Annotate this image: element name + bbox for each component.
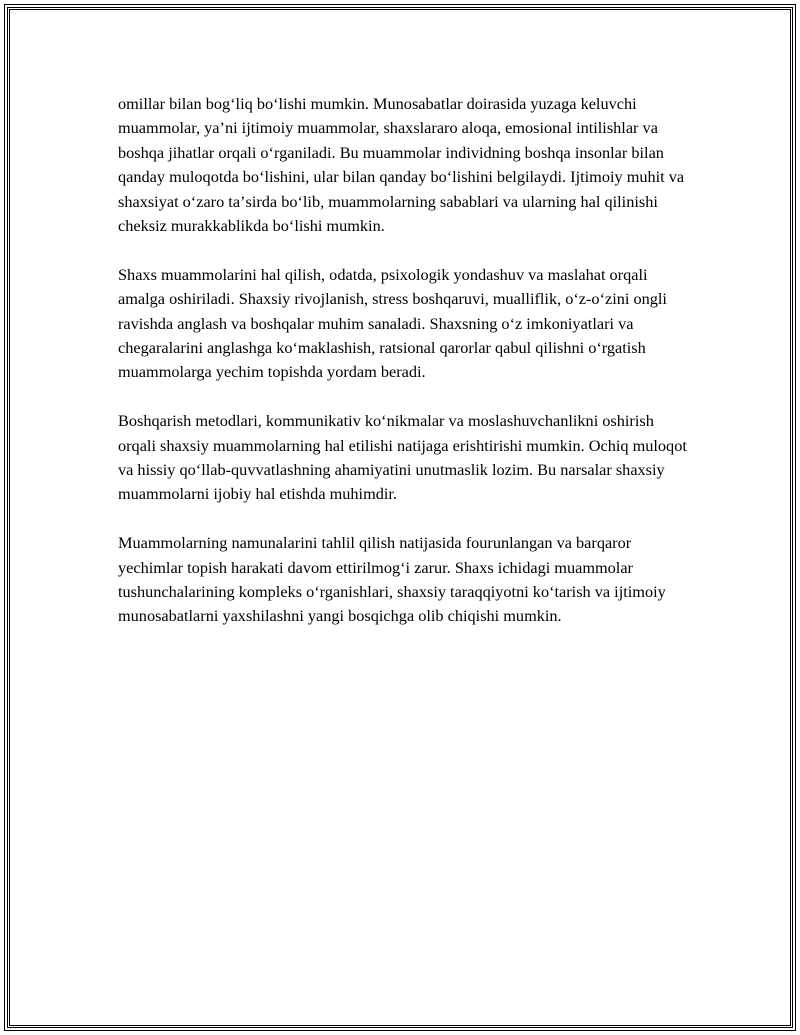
document-body (118, 92, 688, 653)
paragraph-3: Boshqarish metodlari, kommunikativ koʻnikmalar va moslashuvchanlikni oshirish orqali shaxsiy muammolarning hal etilishi natijaga erishtirishi mumkin. Ochiq muloqot va hissiy qoʻllab-quvvatlashning ahamiyatini unutmaslik lozim. Bu narsalar shaxsiy muammolarni ijobiy hal etishda muhimdir. (118, 411, 687, 504)
paragraph-4: Muammolarning namunalarini tahlil qilish natijasida fourunlangan va barqaror yechimlar topish harakati davom ettirilmogʻi zarur. Shaxs ichidagi muammolar tushunchalarining kompleks oʻrganishlari, shaxsiy taraqqiyotni koʻtarish va ijtimoiy munosabatlarni yaxshilashni yangi bosqichga olib chiqishi mumkin. (118, 533, 666, 626)
paragraph-2: Shaxs muammolarini hal qilish, odatda, psixologik yondashuv va maslahat orqali amalga oshiriladi. Shaxsiy rivojlanish, stress boshqaruvi, mualliflik, oʻz-oʻzini ongli ravishda anglash va boshqalar muhim sanaladi. Shaxsning oʻz imkoniyatlari va chegaralarini anglashga koʻmaklashish, ratsional qarorlar qabul qilishni oʻrgatish muammolarga yechim topishda yordam beradi. (118, 264, 667, 382)
paragraph-1: omillar bilan bogʻliq boʻlishi mumkin. Munosabatlar doirasida yuzaga keluvchi muammolar, yaʼni ijtimoiy muammolar, shaxslararo aloqa, emosional intilishlar va boshqa jihatlar orqali oʻrganiladi. Bu muammolar individning boshqa insonlar bilan qanday muloqotda boʻlishini, ular bilan qanday boʻlishini belgilaydi. Ijtimoiy muhit va shaxsiyat oʻzaro taʼsirda boʻlib, muammolarning sabablari va ularning hal qilinishi cheksiz murakkablikda boʻlishi mumkin. (118, 94, 685, 236)
